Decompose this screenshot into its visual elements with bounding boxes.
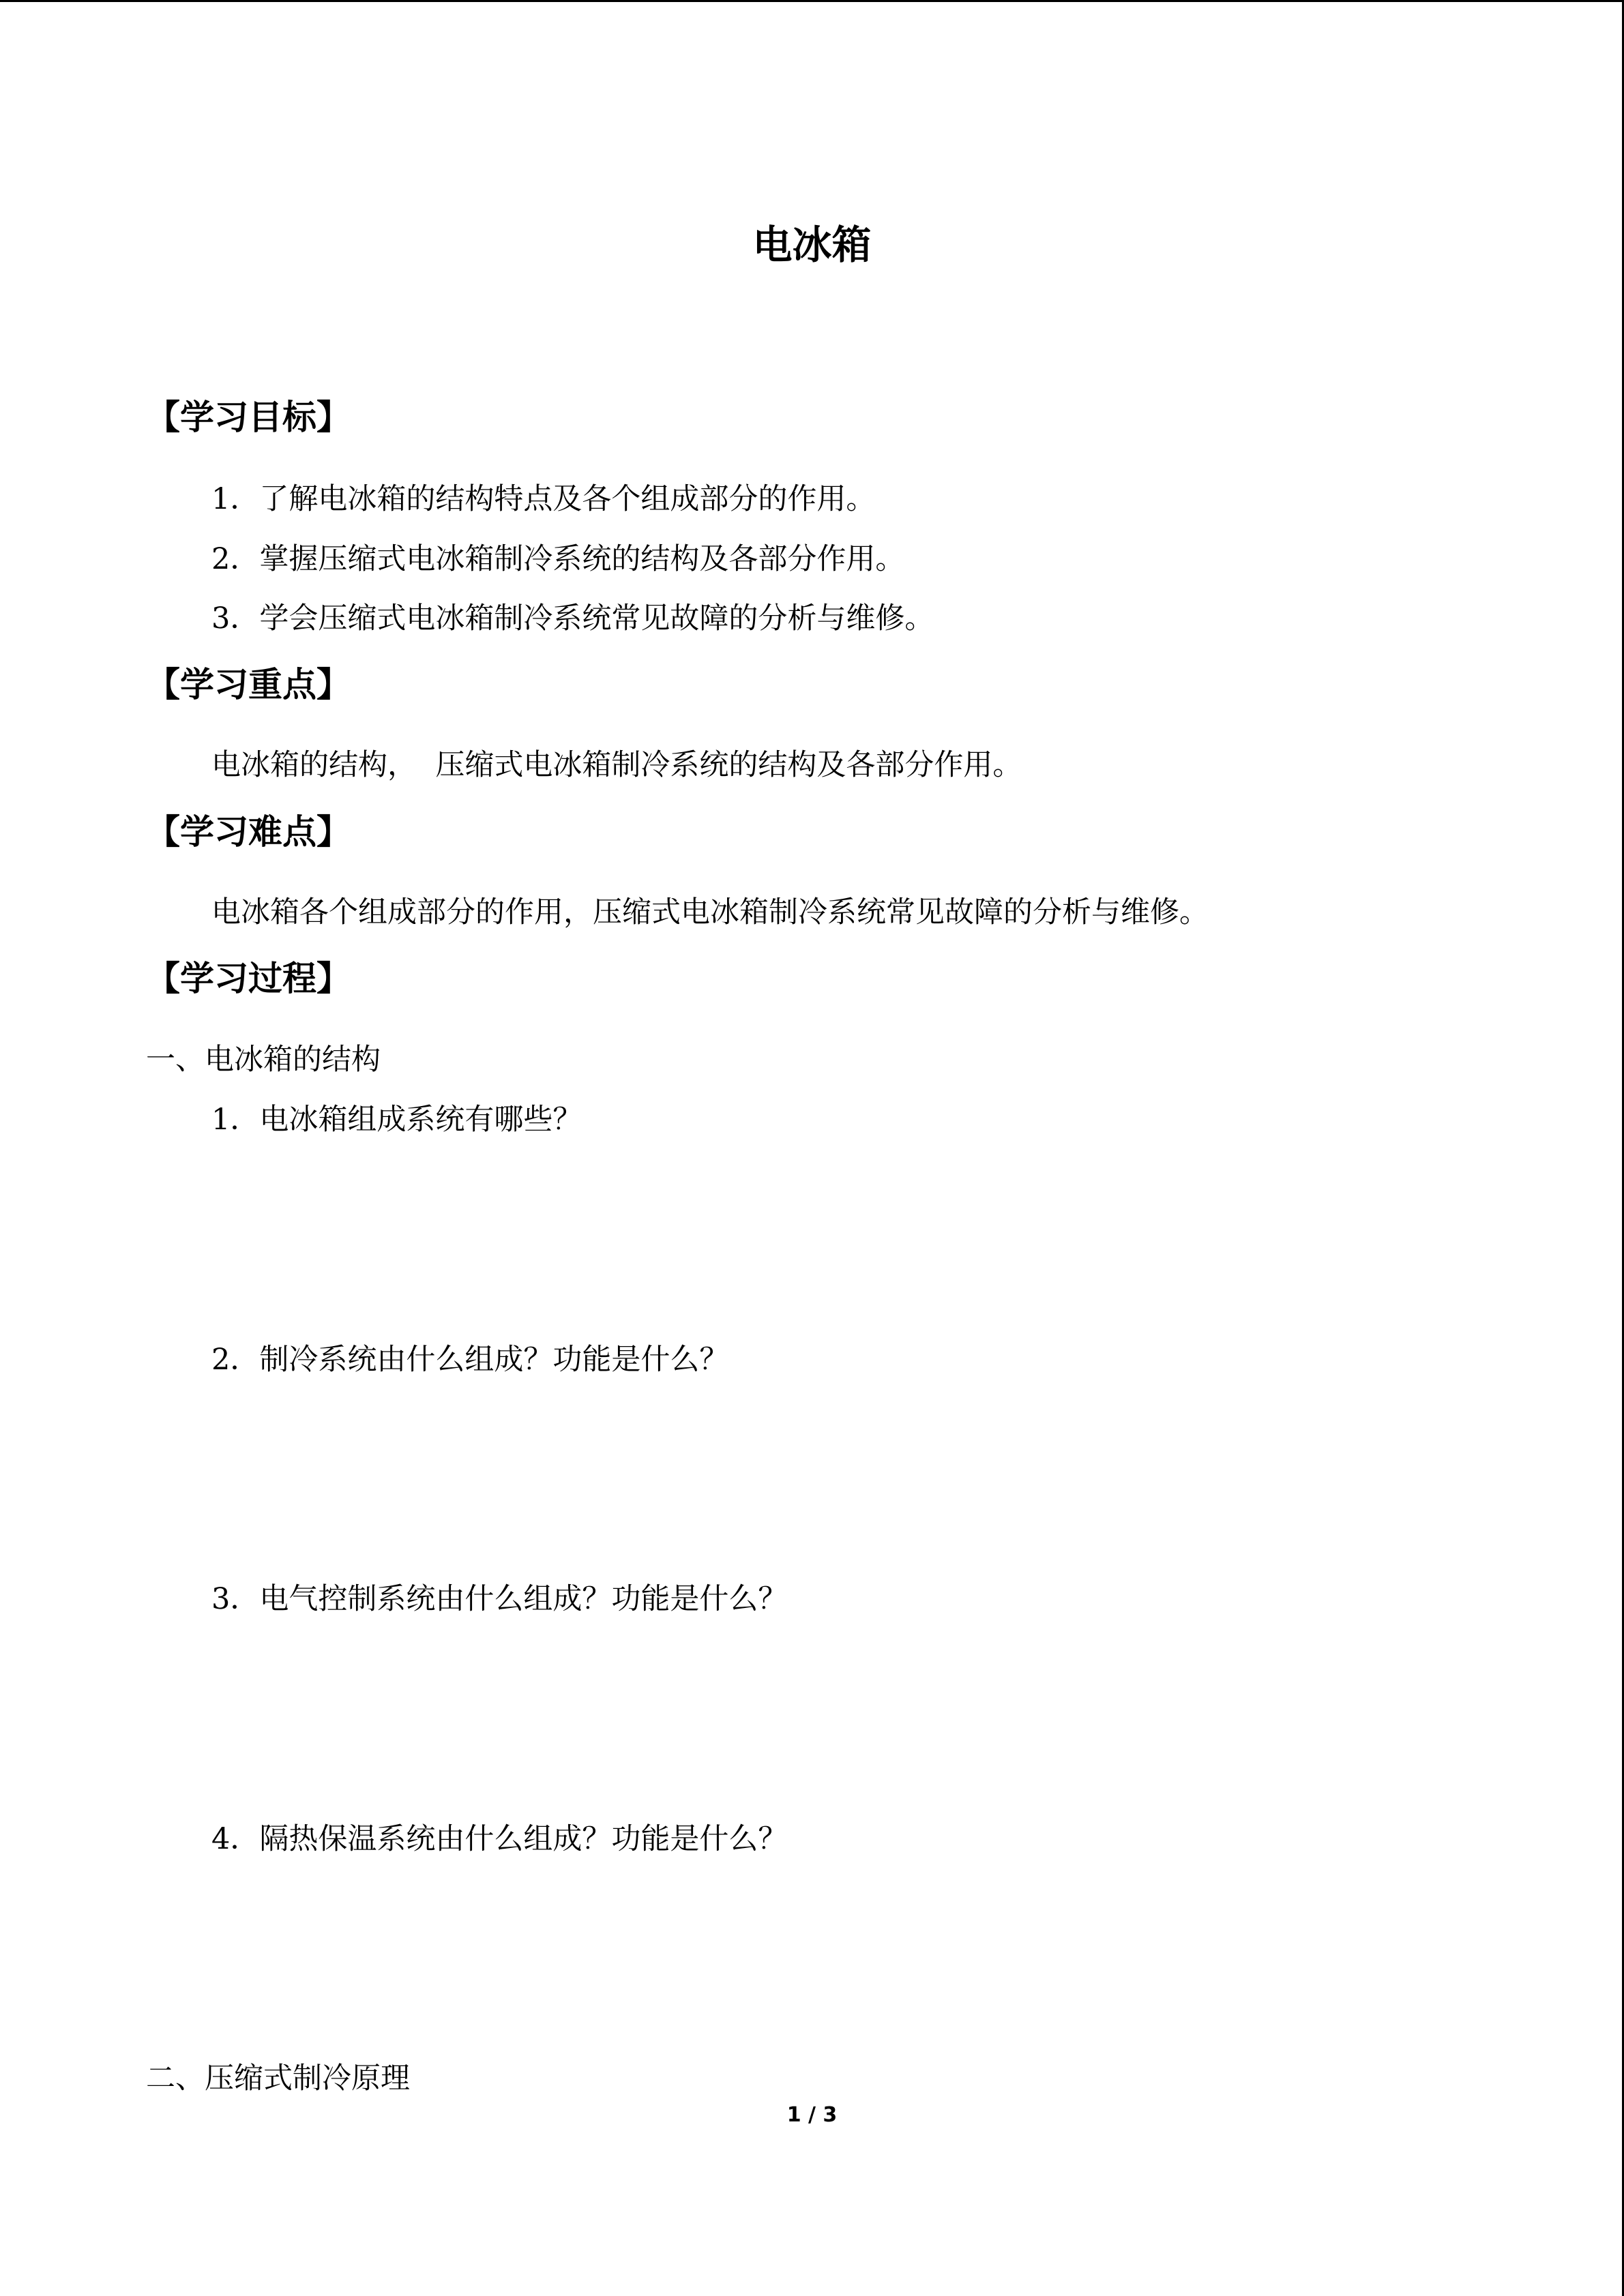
heading-difficulties: 【学习难点】: [146, 812, 351, 852]
heading-objectives: 【学习目标】: [146, 398, 351, 437]
objective-item-1: 1．了解电冰箱的结构特点及各个组成部分的作用。: [211, 482, 876, 516]
difficulties-text: 电冰箱各个组成部分的作用，压缩式电冰箱制冷系统常见故障的分析与维修。: [211, 895, 1209, 929]
question-3: 3．电气控制系统由什么组成？功能是什么？: [211, 1582, 788, 1616]
page-number: 1 / 3: [786, 2103, 838, 2127]
question-1: 1．电冰箱组成系统有哪些？: [211, 1103, 582, 1137]
heading-process: 【学习过程】: [146, 959, 351, 998]
question-2: 2．制冷系统由什么组成？功能是什么？: [211, 1343, 729, 1377]
objective-item-2: 2．掌握压缩式电冰箱制冷系统的结构及各部分作用。: [211, 542, 905, 576]
heading-key-points: 【学习重点】: [146, 665, 351, 704]
page-top-border: [0, 0, 1624, 2]
document-title: 电冰箱: [752, 222, 872, 268]
key-points-text: 电冰箱的结构， 压缩式电冰箱制冷系统的结构及各部分作用。: [211, 748, 1022, 782]
part1-title: 一、电冰箱的结构: [146, 1043, 381, 1077]
objective-item-3: 3．学会压缩式电冰箱制冷系统常见故障的分析与维修。: [211, 601, 934, 636]
question-4: 4．隔热保温系统由什么组成？功能是什么？: [211, 1822, 788, 1856]
part2-title: 二、压缩式制冷原理: [146, 2061, 410, 2096]
